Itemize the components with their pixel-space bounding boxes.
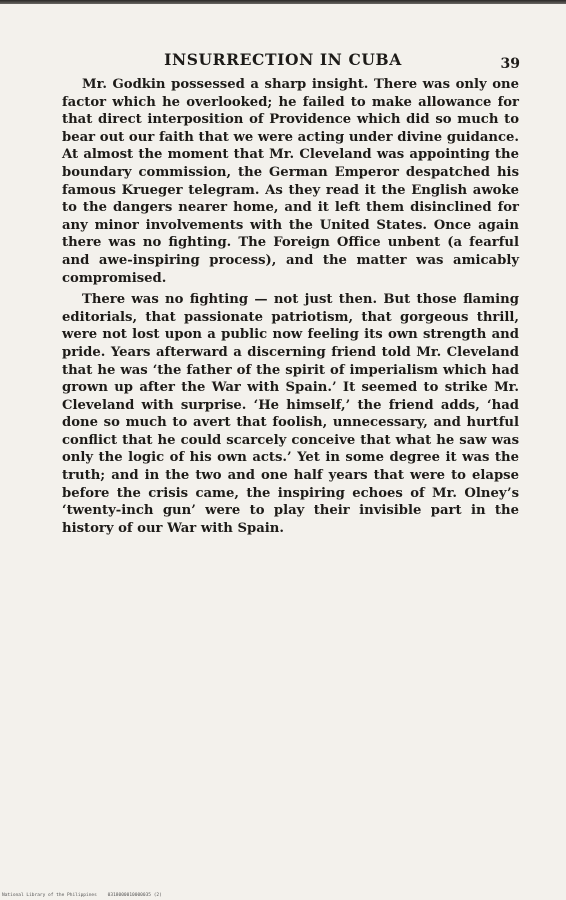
scan-footer-note: National Library of the Philippines 0318000010000035 (2): [2, 893, 162, 898]
paragraph-2: There was no fighting — not just then. But those flaming editorials, that passionate patriotism, that gorgeous thrill, were not lost upon a public now feeling its own strength and pride. Years afterward a discerning friend told Mr. Cleveland that he was ‘the father of the spirit of imperialism which had grown up after the War with Spain.’ It seemed to strike Mr. Cleveland with surprise. ‘He himself,’ the friend adds, ‘had done so much to avert that foolish, unnecessary, and hurtful conflict that he could scarcely conceive that what he saw was only the logic of his own acts.’ Yet in some degree it was the truth; and in the two and one half years that were to elapse before the crisis came, the inspiring echoes of Mr. Olney’s ‘twenty-inch gun’ were to play their invisible part in the history of our War with Spain.: [62, 292, 519, 536]
paragraph-1: Mr. Godkin possessed a sharp insight. There was only one factor which he overlooked; he failed to make allowance for that direct interposition of Providence which did so much to bear out our faith that we were acting under divine guidance. At almost the moment that Mr. Cleveland was appointing the boundary commission, the German Emperor despatched his famous Krueger telegram. As they read it the English awoke to the dangers nearer home, and it left them disinclined for any minor involvements with the United States. Once again there was no fighting. The Foreign Office unbent (a fearful and awe-inspiring process), and the matter was amicably compromised.: [62, 77, 519, 286]
page-number: 39: [500, 56, 520, 72]
running-head: [0, 50, 566, 74]
body-text: [62, 76, 519, 537]
running-title: INSURRECTION IN CUBA: [164, 50, 402, 69]
